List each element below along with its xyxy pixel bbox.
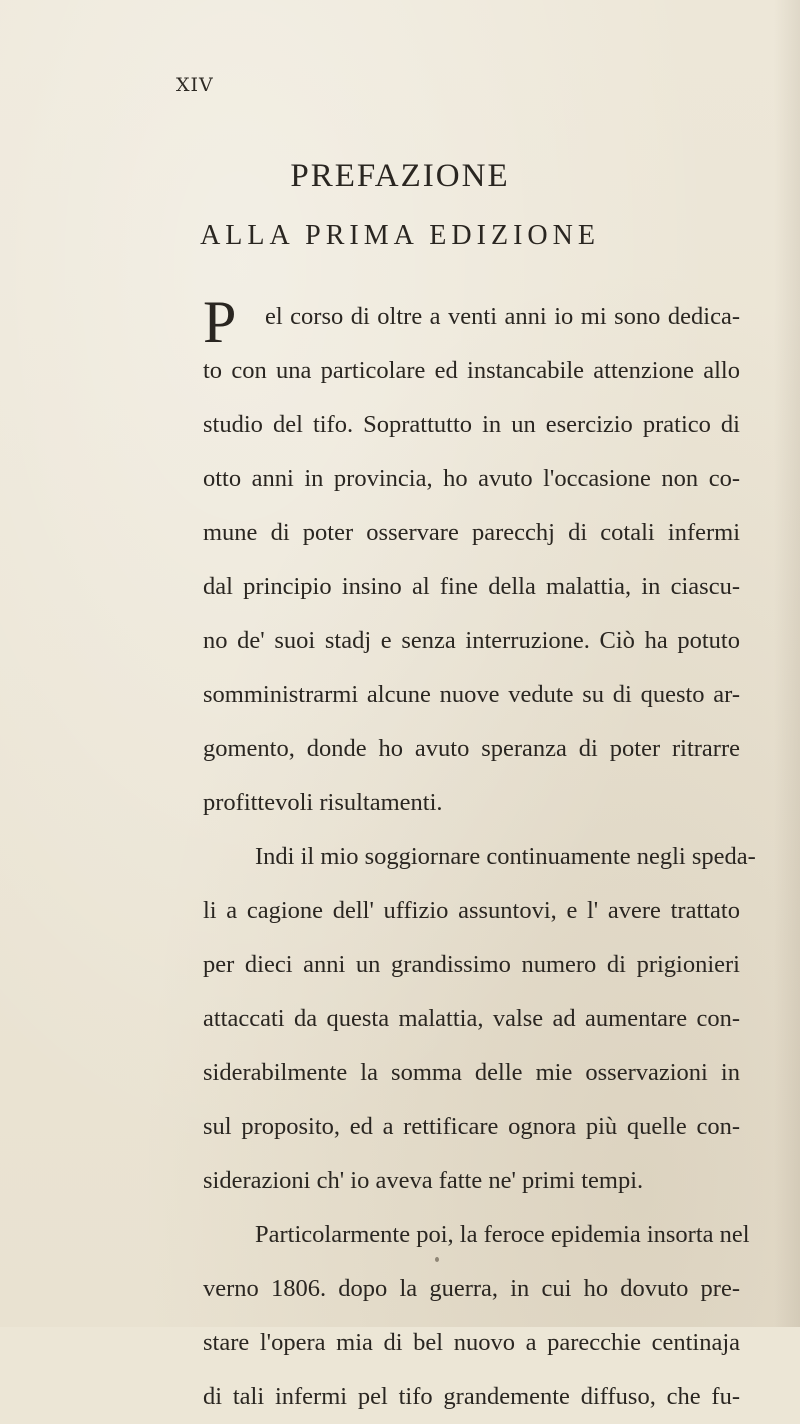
text-line: attaccati da questa malattia, valse ad aumentare con- bbox=[203, 1005, 740, 1032]
page-edge-shadow bbox=[774, 0, 800, 1327]
text-line: per dieci anni un grandissimo numero di prigionieri bbox=[203, 951, 740, 978]
text-line: otto anni in provincia, ho avuto l'occasione non co- bbox=[203, 465, 740, 492]
page-number: XIV bbox=[176, 74, 214, 96]
page-subtitle: ALLA PRIMA EDIZIONE bbox=[200, 220, 600, 251]
text-line: dal principio insino al fine della malattia, in ciascu- bbox=[203, 573, 740, 600]
text-line: siderazioni ch' io aveva fatte ne' primi tempi. bbox=[203, 1167, 644, 1194]
text-line: to con una particolare ed instancabile attenzione allo bbox=[203, 357, 740, 384]
text-line: verno 1806. dopo la guerra, in cui ho dovuto pre- bbox=[203, 1275, 740, 1302]
text-line: stare l'opera mia di bel nuovo a parecchie centinaja bbox=[203, 1329, 740, 1356]
ink-speck bbox=[435, 1257, 439, 1262]
body-text bbox=[203, 290, 756, 1424]
text-line: studio del tifo. Soprattutto in un esercizio pratico di bbox=[203, 411, 740, 438]
text-line: mune di poter osservare parecchj di cotali infermi bbox=[203, 519, 740, 546]
text-line: siderabilmente la somma delle mie osservazioni in bbox=[203, 1059, 740, 1086]
text-line: no de' suoi stadj e senza interruzione. Ciò ha potuto bbox=[203, 627, 740, 654]
text-line: sul proposito, ed a rettificare ognora più quelle con- bbox=[203, 1113, 740, 1140]
text-line: di tali infermi pel tifo grandemente diffuso, che fu- bbox=[203, 1383, 740, 1410]
text-line: profittevoli risultamenti. bbox=[203, 789, 443, 816]
text-line: Particolarmente poi, la feroce epidemia insorta nel bbox=[255, 1221, 750, 1248]
drop-cap: P bbox=[203, 289, 237, 355]
page-title: PREFAZIONE bbox=[290, 158, 510, 194]
text-line: Indi il mio soggiornare continuamente negli speda- bbox=[255, 843, 756, 870]
text-line: li a cagione dell' uffizio assuntovi, e l' avere trattato bbox=[203, 897, 740, 924]
text-line: gomento, donde ho avuto speranza di poter ritrarre bbox=[203, 735, 740, 762]
text-line: el corso di oltre a venti anni io mi sono dedica- bbox=[265, 303, 740, 330]
text-line: somministrarmi alcune nuove vedute su di questo ar- bbox=[203, 681, 740, 708]
